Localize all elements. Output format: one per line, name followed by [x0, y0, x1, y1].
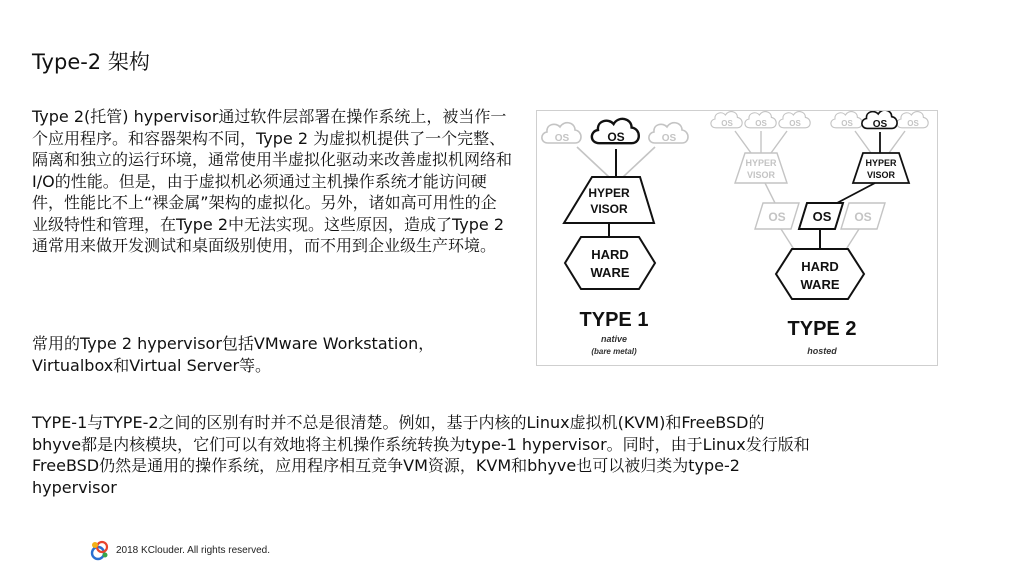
hypervisor-types-diagram [536, 110, 938, 366]
type2-hypervisor-line1: HYPER [865, 158, 897, 168]
type1-subtitle-native: native [600, 334, 628, 344]
type1-hypervisor-line1: HYPER [588, 186, 630, 200]
type1-os-faded-right: OS [661, 133, 677, 144]
copyright-text: 2018 KClouder. All rights reserved. [116, 544, 270, 556]
type2-hypervisor-line2: VISOR [866, 170, 896, 180]
footer [90, 539, 270, 561]
type1-os-faded-left: OS [554, 133, 570, 144]
type2-host-os-faded-left: OS [768, 210, 786, 224]
type2-os-faded-3: OS [789, 119, 801, 128]
type2-subtitle-hosted: hosted [807, 346, 837, 356]
type1-hardware-line2: WARE [590, 265, 630, 280]
type1-subtitle-bare-metal: (bare metal) [591, 347, 637, 356]
type1-hypervisor-trapezoid [564, 177, 654, 223]
type1-hardware-line1: HARD [591, 247, 629, 262]
type2-os-faded-2: OS [755, 119, 767, 128]
type2-host-os-label: OS [812, 209, 832, 224]
common-hypervisors-paragraph: 常用的Type 2 hypervisor包括VMware Workstation，Virtualbox和Virtual Server等。 [32, 334, 435, 375]
type2-hardware-line1: HARD [801, 259, 839, 274]
type1-hardware-hexagon [565, 237, 655, 289]
type2-hypervisor-faded-line1: HYPER [745, 158, 777, 168]
type1-type2-difference-paragraph: TYPE-1与TYPE-2之间的区别有时并不总是很清楚。例如，基于内核的Linux虚拟机(KVM)和FreeBSD的bhyve都是内核模块，它们可以有效地将主机操作系统转换为type-1 hypervisor。同时，由于Linux发行版和FreeBSD仍然是通用的操作系统，应用程序相互竞争VM资源，KVM和bhyve也可以被归类为type-2 hypervisor [32, 413, 810, 497]
kclouder-logo-icon [90, 539, 110, 561]
type2-host-os-faded-right: OS [854, 210, 872, 224]
type2-hardware-line2: WARE [800, 277, 840, 292]
type2-description-paragraph: Type 2(托管) hypervisor通过软件层部署在操作系统上，被当作一个应用程序。和容器架构不同，Type 2 为虚拟机提供了一个完整、隔离和独立的运行环境，通常使用半虚拟化驱动来改善虚拟机网络和I/O的性能。但是，由于虚拟机必须通过主机操作系统才能访问硬件，性能比不上“裸金属”架构的虚拟化。另外，诸如高可用性的企业级特性和管理，在Type 2中无法实现。这些原因，造成了Type 2通常用来做开发测试和桌面级别使用，而不用到企业级生产环境。 [32, 107, 513, 255]
type2-os-faded-1: OS [721, 119, 733, 128]
type2-title: TYPE 2 [787, 318, 857, 340]
type2-os-faded-4: OS [841, 119, 853, 128]
type2-guest-os: OS [872, 119, 888, 130]
type1-title: TYPE 1 [579, 309, 649, 331]
type2-os-faded-5: OS [907, 119, 919, 128]
type1-hypervisor-line2: VISOR [590, 202, 628, 216]
type2-hypervisor-faded-line2: VISOR [746, 170, 776, 180]
type1-os-main: OS [607, 130, 625, 144]
page-title: Type-2 架构 [32, 50, 150, 74]
